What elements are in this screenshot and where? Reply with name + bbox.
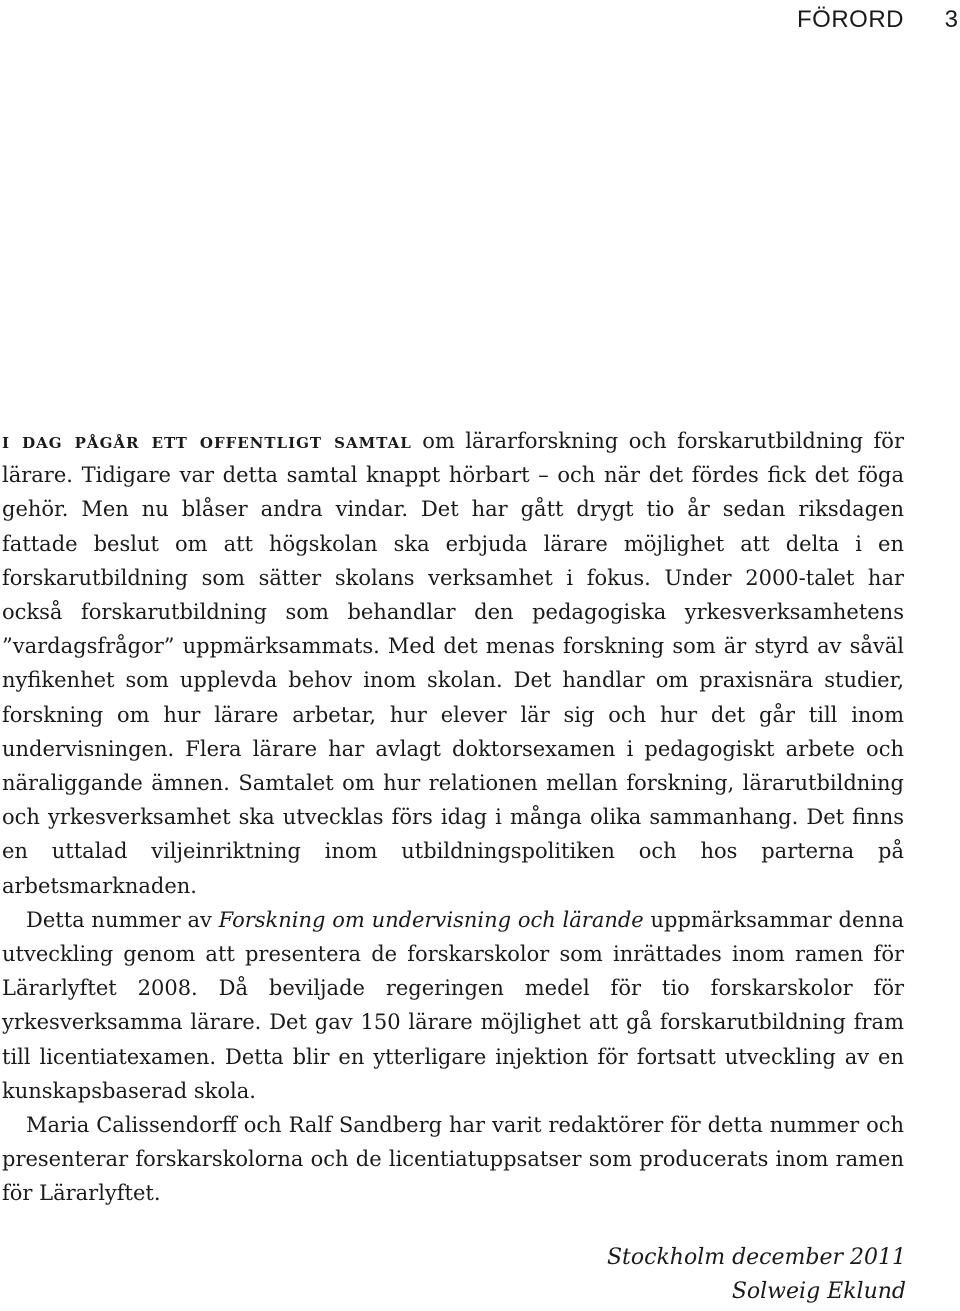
paragraph-2	[2, 903, 904, 1108]
signature-place-date: Stockholm december 2011	[606, 1245, 906, 1270]
section-title: FÖRORD	[797, 6, 904, 33]
paragraph-3: Maria Calissendorff och Ralf Sandberg har varit redaktörer för detta nummer och presenterar forskarskolorna och de licentiatuppsatser som producerats inom ramen för Lärarlyftet.	[2, 1113, 904, 1206]
journal-title: Forskning om undervisning och lärande	[218, 907, 644, 932]
signature-block	[607, 1241, 906, 1309]
signature-name: Solweig Eklund	[731, 1279, 906, 1304]
paragraph-1-text: om lärarforskning och forskarutbildning för lärare. Tidigare var detta samtal knappt hörbart – och när det fördes fick det föga gehör. Men nu blåser andra vindar. Det har gått drygt tio år sedan riksdagen fattade beslut om att högskolan ska erbjuda lärare möjlighet att delta i en forskarutbildning som sätter skolans verksamhet i fokus. Under 2000-talet har också forskarutbildning som behandlar den pedagogiska yrkesverksamhetens ”vardagsfrågor” uppmärksammats. Med det menas forskning som är styrd av såväl nyfikenhet som upplevda behov inom skolan. Det handlar om praxisnära studier, forskning om hur lärare arbetar, hur elever lär sig och hur det går till inom undervisningen. Flera lärare har avlagt doktorsexamen i pedagogiskt arbete och näraliggande ämnen. Samtalet om hur relationen mellan forskning, lärarutbildning och yrkesverksamhet ska utvecklas förs idag i många olika sammanhang. Det finns en uttalad viljeinriktning inom utbildningspolitiken och hos parterna på arbetsmarknaden.	[2, 429, 904, 898]
paragraph-1	[2, 424, 904, 903]
body-text	[2, 424, 904, 1211]
lead-in-small-caps: i dag pågår ett offentligt samtal	[2, 428, 412, 453]
page-number: 3	[944, 6, 958, 33]
paragraph-2-text: uppmärksammar denna utveckling genom att presentera de forskarskolor som inrättades inom ramen för Lärarlyftet 2008. Då beviljade regeringen medel för tio forskarskolor för yrkesverksamma lärare. Det gav 150 lärare möjlighet att gå forskarutbildning fram till licentiatexamen. Detta blir en ytterligare injektion för fortsatt utveckling av en kunskapsbaserad skola.	[2, 907, 904, 1103]
paragraph-2-start: Detta nummer av	[26, 907, 219, 932]
running-header	[0, 4, 960, 40]
